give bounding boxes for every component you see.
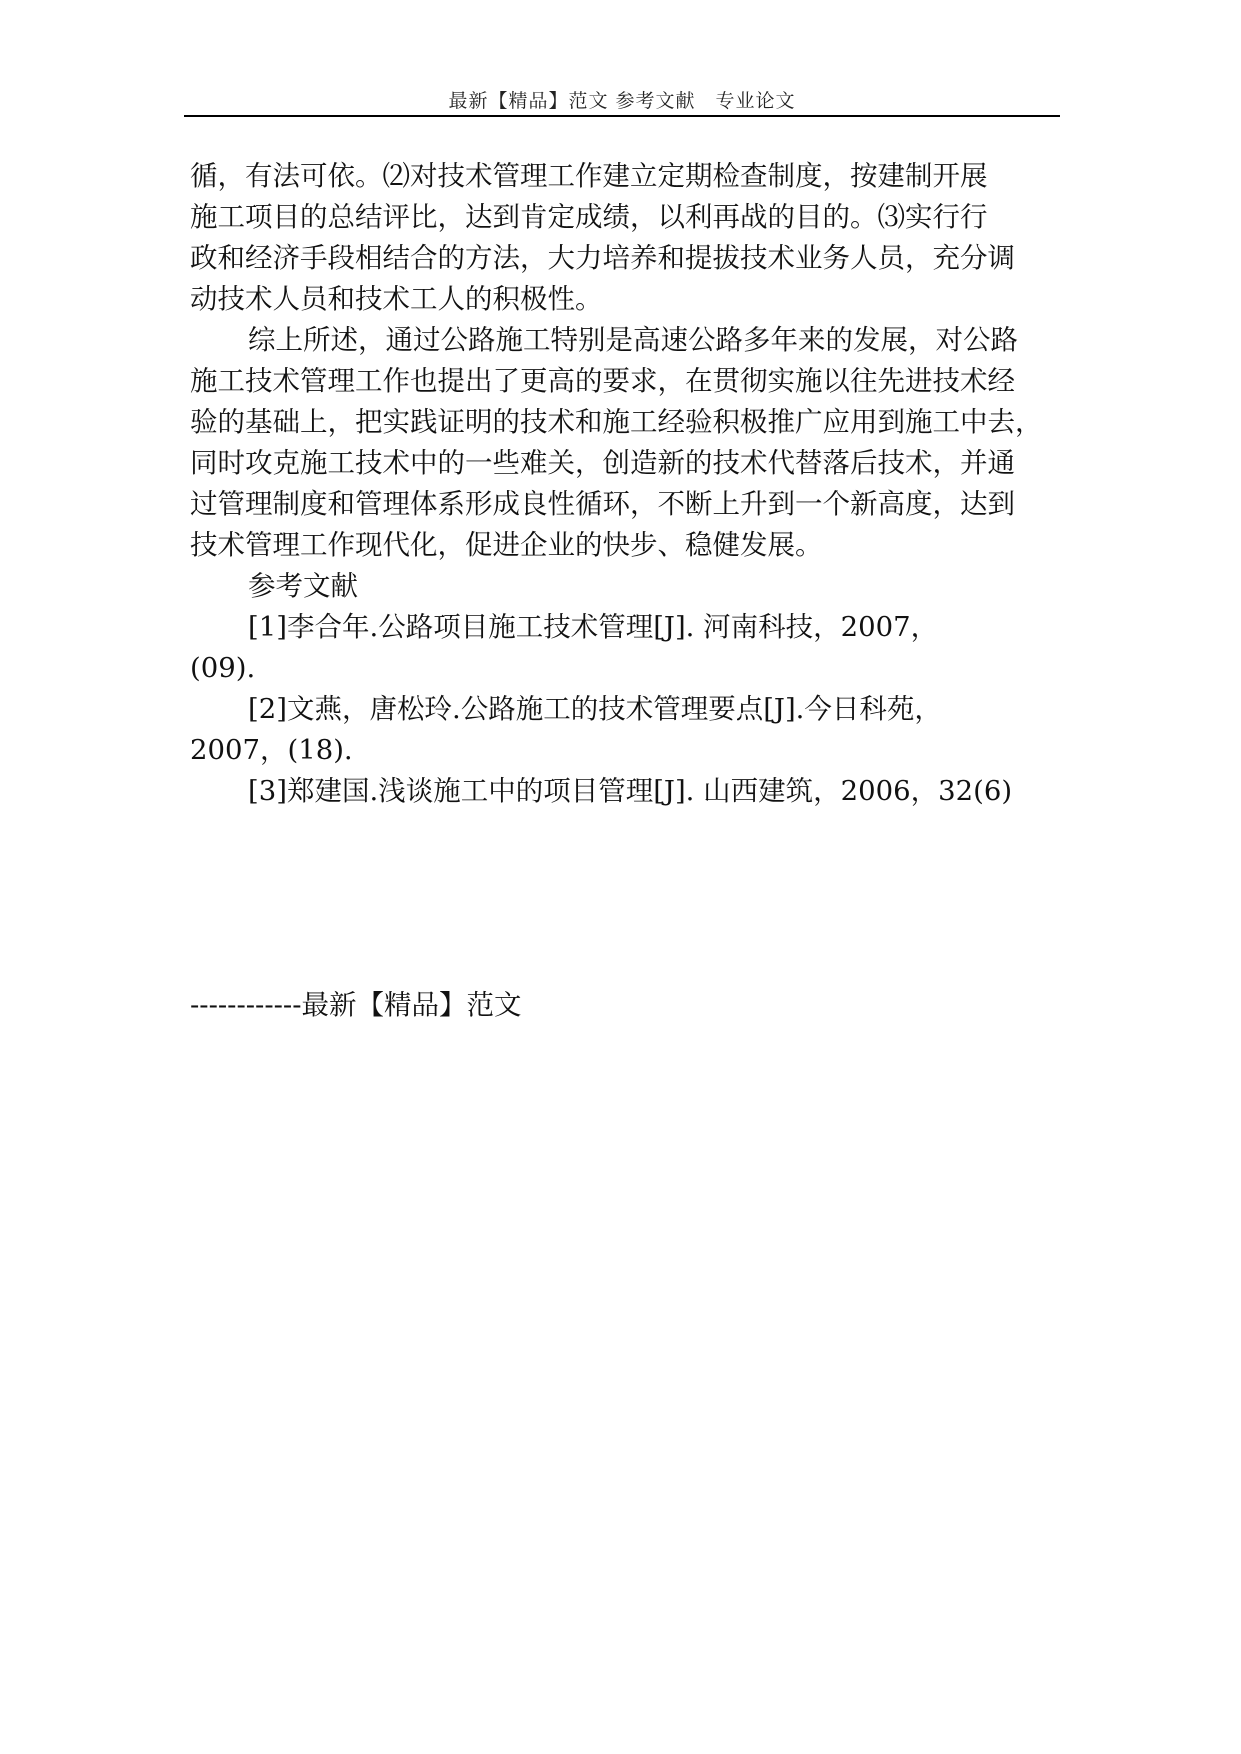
reference-entry-1: [1]李合年.公路项目施工技术管理[J]. 河南科技，2007， bbox=[248, 611, 939, 643]
document-body bbox=[190, 156, 1060, 812]
body-line: 验的基础上，把实践证明的技术和施工经验积极推广应用到施工中去， bbox=[190, 406, 1043, 438]
references-heading: 参考文献 bbox=[248, 570, 358, 602]
body-line: 政和经济手段相结合的方法，大力培养和提拔技术业务人员，充分调 bbox=[190, 242, 1015, 274]
body-line: 同时攻克施工技术中的一些难关，创造新的技术代替落后技术，并通 bbox=[190, 447, 1015, 479]
body-line: 施工技术管理工作也提出了更高的要求，在贯彻实施以往先进技术经 bbox=[190, 365, 1015, 397]
body-line: 综上所述，通过公路施工特别是高速公路多年来的发展，对公路 bbox=[248, 324, 1018, 356]
body-line: 施工项目的总结评比，达到肯定成绩，以利再战的目的。⑶实行行 bbox=[190, 201, 988, 233]
body-line: 过管理制度和管理体系形成良性循环，不断上升到一个新高度，达到 bbox=[190, 488, 1015, 520]
reference-entry-2: [2]文燕，唐松玲.公路施工的技术管理要点[J].今日科苑， bbox=[248, 693, 942, 725]
page-header: 最新【精品】范文 参考文献 专业论文 bbox=[448, 90, 796, 112]
reference-entry-3: [3]郑建国.浅谈施工中的项目管理[J]. 山西建筑，2006，32(6) bbox=[248, 775, 1013, 807]
reference-entry-2-continued: 2007，(18). bbox=[190, 734, 353, 766]
body-line: 技术管理工作现代化，促进企业的快步、稳健发展。 bbox=[190, 529, 823, 561]
header-divider bbox=[184, 115, 1060, 117]
body-line: 动技术人员和技术工人的积极性。 bbox=[190, 283, 603, 315]
body-line: 循，有法可依。⑵对技术管理工作建立定期检查制度，按建制开展 bbox=[190, 160, 988, 192]
reference-entry-1-continued: (09). bbox=[190, 652, 256, 684]
page-footer: ------------最新【精品】范文 bbox=[190, 989, 522, 1021]
